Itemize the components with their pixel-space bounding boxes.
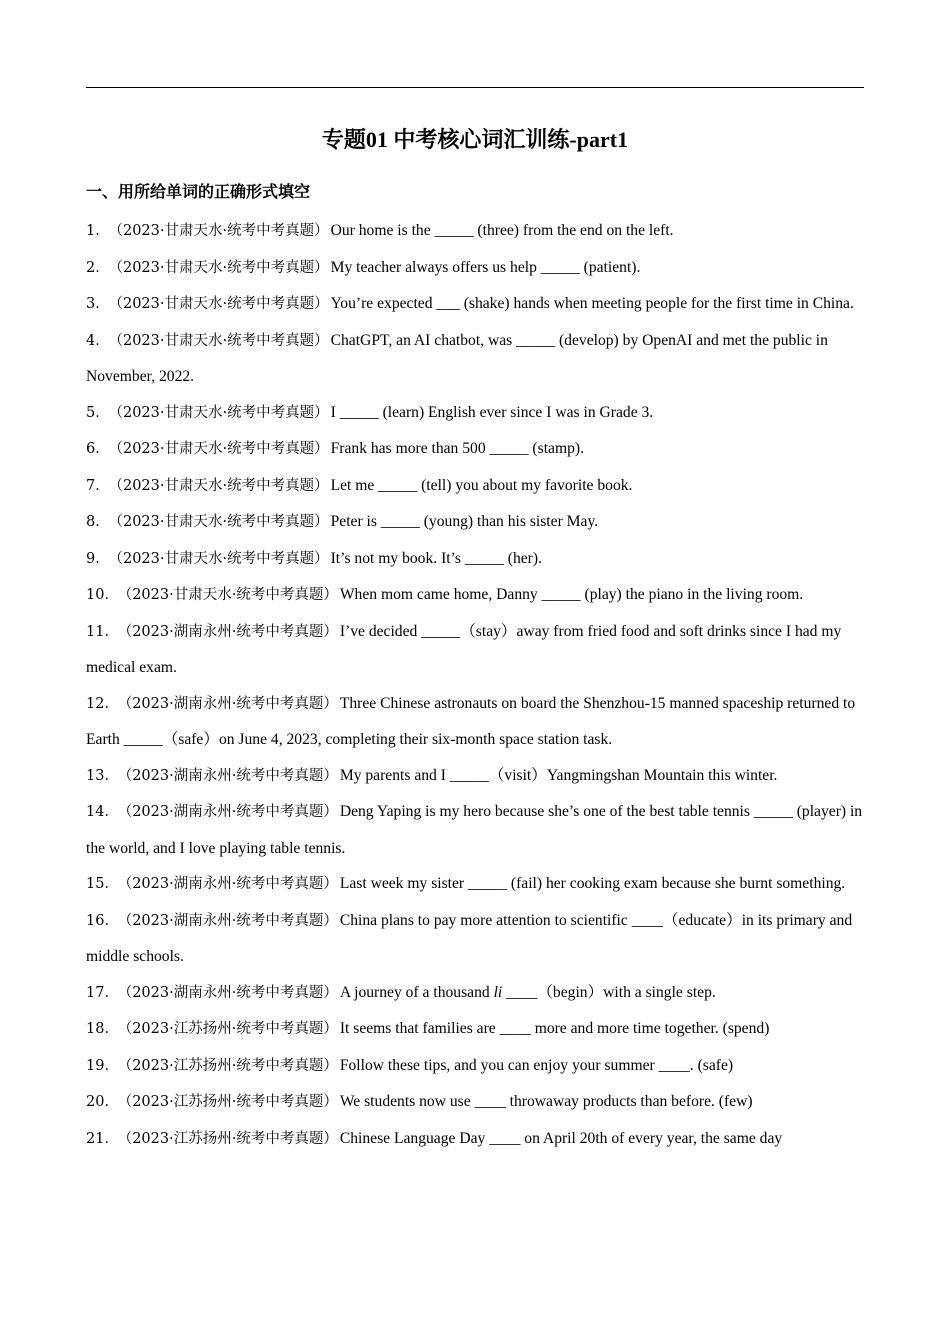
question-text: Our home is the _____ (three) from the end on the left. bbox=[330, 222, 674, 239]
question-source: （2023·湖南永州·统考中考真题） bbox=[124, 623, 338, 640]
question-item bbox=[86, 614, 864, 686]
question-item bbox=[86, 794, 864, 866]
question-text: My parents and I _____（visit）Yangmingshan Mountain this winter. bbox=[339, 766, 778, 784]
question-source: （2023·甘肃天水·统考中考真题） bbox=[115, 441, 329, 457]
question-number: 20． bbox=[86, 1094, 119, 1110]
question-number: 18． bbox=[86, 1021, 119, 1037]
question-source: （2023·江苏扬州·统考中考真题） bbox=[124, 1057, 338, 1074]
question-source: （2023·甘肃天水·统考中考真题） bbox=[115, 296, 329, 312]
question-item bbox=[86, 250, 864, 287]
question-source: （2023·甘肃天水·统考中考真题） bbox=[115, 514, 329, 530]
question-list bbox=[86, 213, 864, 1157]
question-text: Deng Yaping is my hero because she’s one of the best table tennis _____ (player) in the world, and I love playing table tennis. bbox=[86, 803, 863, 857]
question-source: （2023·江苏扬州·统考中考真题） bbox=[124, 1094, 338, 1110]
question-text: My teacher always offers us help _____ (patient). bbox=[330, 258, 641, 276]
question-text-italic: li bbox=[493, 983, 503, 1001]
question-text: When mom came home, Danny _____ (play) the piano in the living room. bbox=[339, 586, 804, 603]
question-source: （2023·甘肃天水·统考中考真题） bbox=[115, 332, 329, 349]
question-text: Chinese Language Day ____ on April 20th of every year, the same day bbox=[339, 1129, 783, 1147]
question-source: （2023·湖南永州·统考中考真题） bbox=[124, 695, 338, 712]
question-item bbox=[86, 541, 864, 578]
question-source: （2023·湖南永州·统考中考真题） bbox=[124, 984, 338, 1001]
question-number: 19． bbox=[86, 1057, 119, 1074]
question-source: （2023·甘肃天水·统考中考真题） bbox=[115, 259, 329, 276]
question-number: 6． bbox=[86, 441, 110, 457]
question-number: 13． bbox=[86, 767, 119, 784]
question-source: （2023·甘肃天水·统考中考真题） bbox=[115, 223, 329, 239]
question-text: Peter is _____ (young) than his sister May. bbox=[330, 513, 599, 530]
question-item bbox=[86, 395, 864, 432]
question-item bbox=[86, 975, 864, 1012]
question-text-after: ____（begin）with a single step. bbox=[502, 983, 716, 1001]
question-number: 16． bbox=[86, 912, 119, 929]
question-text: I’ve decided _____（stay）away from fried food and soft drinks since I had my medical exam. bbox=[86, 622, 842, 676]
question-text: It’s not my book. It’s _____ (her). bbox=[330, 549, 542, 567]
question-item bbox=[86, 866, 864, 903]
question-source: （2023·甘肃天水·统考中考真题） bbox=[115, 404, 329, 421]
question-item bbox=[86, 1121, 864, 1158]
question-item bbox=[86, 903, 864, 975]
question-source: （2023·江苏扬州·统考中考真题） bbox=[124, 1021, 338, 1037]
question-item bbox=[86, 213, 864, 250]
question-item bbox=[86, 577, 864, 614]
question-text: It seems that families are ____ more and more time together. (spend) bbox=[339, 1020, 770, 1037]
question-number: 8． bbox=[86, 514, 110, 530]
question-item bbox=[86, 758, 864, 795]
question-number: 3． bbox=[86, 296, 110, 312]
question-item bbox=[86, 686, 864, 758]
question-number: 21． bbox=[86, 1130, 119, 1147]
question-text: We students now use ____ throwaway products than before. (few) bbox=[339, 1093, 753, 1110]
question-number: 7． bbox=[86, 477, 110, 494]
question-source: （2023·甘肃天水·统考中考真题） bbox=[124, 587, 338, 603]
question-item bbox=[86, 1084, 864, 1121]
question-text-before: A journey of a thousand bbox=[339, 983, 494, 1001]
question-source: （2023·甘肃天水·统考中考真题） bbox=[115, 477, 329, 494]
question-number: 5． bbox=[86, 404, 110, 421]
question-item bbox=[86, 431, 864, 468]
question-text: Follow these tips, and you can enjoy your summer ____. (safe) bbox=[339, 1056, 734, 1074]
question-source: （2023·甘肃天水·统考中考真题） bbox=[115, 550, 329, 567]
question-item bbox=[86, 504, 864, 541]
question-source: （2023·湖南永州·统考中考真题） bbox=[124, 767, 338, 784]
question-number: 17． bbox=[86, 984, 119, 1001]
question-source: （2023·湖南永州·统考中考真题） bbox=[124, 804, 338, 820]
question-item bbox=[86, 468, 864, 505]
question-text: China plans to pay more attention to scientific ____（educate）in its primary and middle schools. bbox=[86, 911, 853, 965]
question-number: 9． bbox=[86, 550, 110, 567]
question-source: （2023·湖南永州·统考中考真题） bbox=[124, 876, 338, 892]
question-text: Let me _____ (tell) you about my favorite book. bbox=[330, 476, 633, 494]
question-source: （2023·湖南永州·统考中考真题） bbox=[124, 912, 338, 929]
question-number: 12． bbox=[86, 695, 119, 712]
question-item bbox=[86, 1048, 864, 1085]
question-text: Frank has more than 500 _____ (stamp). bbox=[330, 440, 584, 457]
question-text: You’re expected ___ (shake) hands when meeting people for the first time in China. bbox=[330, 295, 854, 312]
question-number: 2． bbox=[86, 259, 110, 276]
question-number: 15． bbox=[86, 876, 119, 892]
question-item bbox=[86, 286, 864, 323]
question-number: 1． bbox=[86, 223, 110, 239]
question-text: ChatGPT, an AI chatbot, was _____ (develop) by OpenAI and met the public in November, 2022. bbox=[86, 331, 828, 385]
question-item bbox=[86, 323, 864, 395]
question-number: 10． bbox=[86, 587, 119, 603]
question-number: 4． bbox=[86, 332, 110, 349]
question-item bbox=[86, 1011, 864, 1048]
question-number: 11． bbox=[86, 623, 119, 640]
question-number: 14． bbox=[86, 804, 119, 820]
question-text: Last week my sister _____ (fail) her cooking exam because she burnt something. bbox=[339, 875, 846, 892]
page-title: 专题01 中考核心词汇训练-part1 bbox=[321, 127, 629, 152]
section-heading: 一、用所给单词的正确形式填空 bbox=[86, 184, 311, 201]
question-text: I _____ (learn) English ever since I was in Grade 3. bbox=[330, 403, 654, 421]
question-source: （2023·江苏扬州·统考中考真题） bbox=[124, 1130, 338, 1147]
header-rule bbox=[86, 87, 864, 88]
question-text: Three Chinese astronauts on board the Shenzhou-15 manned spaceship returned to Earth _____（safe）on June 4, 2023, completing their six-month space station task. bbox=[86, 694, 856, 748]
